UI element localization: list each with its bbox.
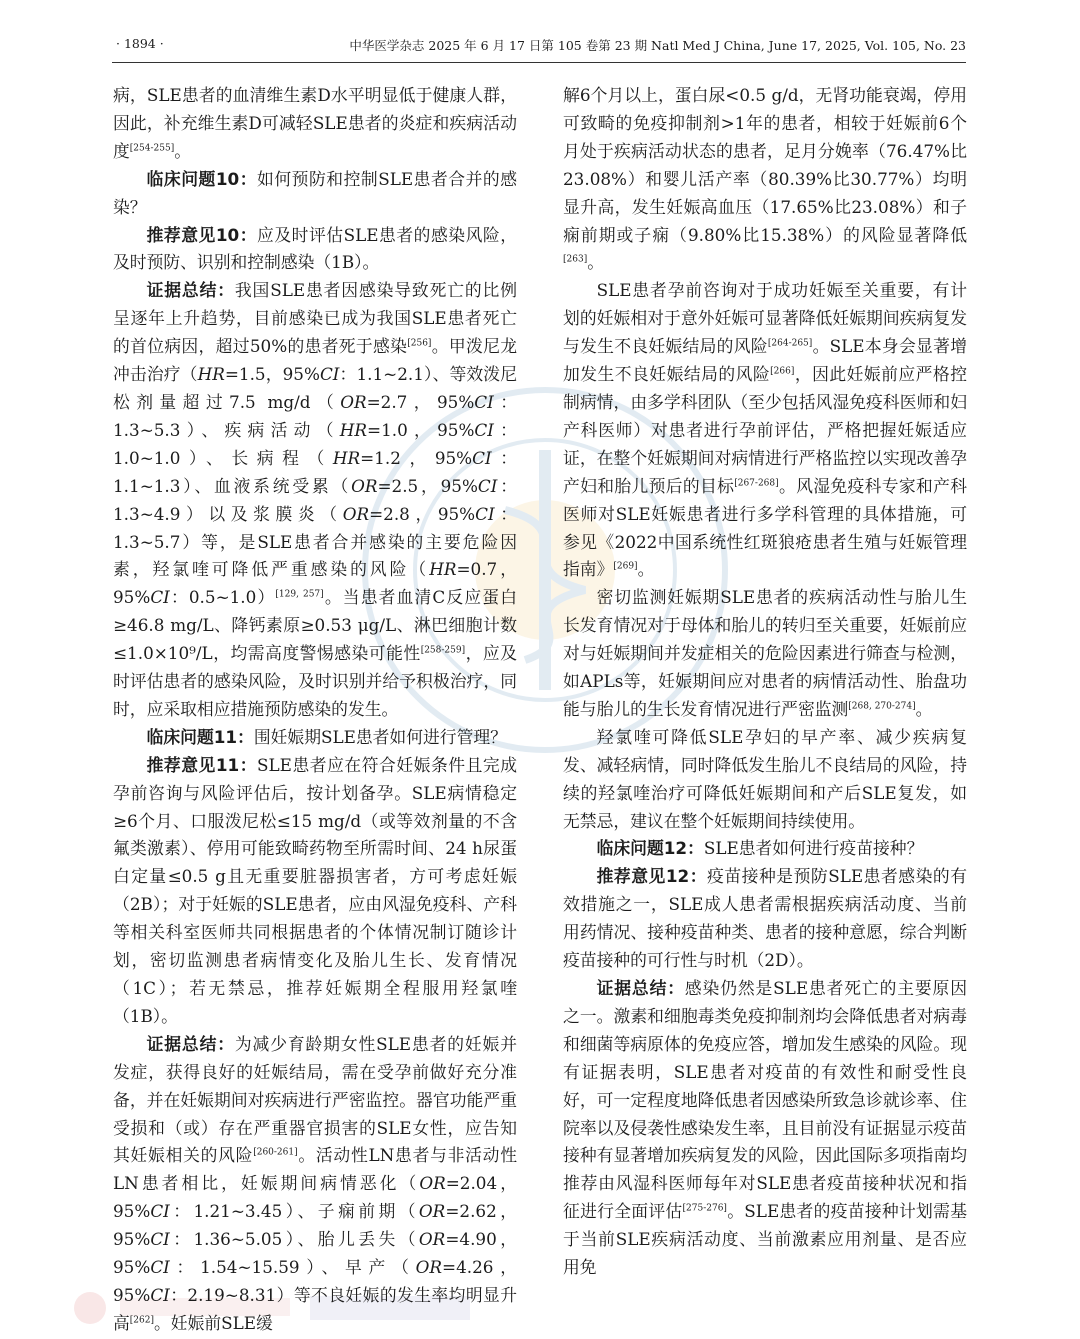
citation: [263] [563,255,588,266]
clinical-question-11: 临床问题11：围妊娠期SLE患者如何进行管理？ [146,726,507,747]
page-header [112,30,966,63]
journal-citation: 中华医学杂志 2025 年 6 月 17 日第 105 卷第 23 期 Natl Med J China, June 17, 2025, Vol. 105, No. 23 [349,38,966,53]
clinical-question-12: 临床问题12：SLE患者如何进行疫苗接种？ [596,838,924,859]
citation: [264-265] [767,338,813,349]
section-label: 证据总结： [596,978,685,998]
section-label: 推荐意见12： [596,866,708,887]
citation: [267-268] [734,478,779,489]
evidence-summary-11: 证据总结：为减少育龄期女性SLE患者的妊娠并发症，获得良好的妊娠结局，需在受孕前做好充分准备，并在妊娠期间对疾病进行严密监控。器官功能严重受损和（或）存在严重器官损害的SLE女性，应告知其妊娠相关的风险[260-261]。活动性LN患者与非活动性LN患者相比，妊娠期间病情恶化（OR=2.04，95%CI：1.21~3.45）、子痫前期（OR=2.62，95%CI：1.36~5.05）、胎儿丢失（OR=4.90，95%CI：1.54~15.59）、早产（OR=4.26，95%CI：2.19~8.31）等不良妊娠的发生率均明显升高[262]。妊娠前SLE缓 [113,1033,517,1333]
citation: [268, 270-274] [848,701,916,712]
citation: [269] [613,562,638,573]
paragraph-preconception-counseling: SLE患者孕前咨询对于成功妊娠至关重要，有计划的妊娠相对于意外妊娠可显著降低妊娠期间疾病复发与发生不良妊娠结局的风险[264-265]。SLE本身会显著增加发生不良妊娠结局的风险[266]，因此妊娠前应严格控制病情，由多学科团队（至少包括风湿免疫科医师和妇产科医师）对患者进行孕前评估，严格把握妊娠适应证，在整个妊娠期间对病情进行严格监控以实现改善孕产妇和胎儿预后的目标[267-268]。风湿免疫科专家和产科医师对SLE妊娠患者进行多学科管理的具体措施，可参见《2022中国系统性红斑狼疮患者生殖与妊娠管理指南》[269]。 [563,280,967,580]
citation: [258-259] [420,645,466,656]
right-column [563,82,967,1282]
paragraph-pregnancy-outcomes: 解6个月以上，蛋白尿<0.5 g/d，无肾功能衰竭，停用可致畸的免疫抑制剂>1年的患者，相较于妊娠前6个月处于疾病活动状态的患者，足月分娩率（76.47%比23.08%）和婴儿活产率（80.39%比30.77%）均明显升高，发生妊娠高血压（17.65%比23.08%）和子痫前期或子痫（9.80%比15.38%）的风险显著降低[263]。 [563,85,967,273]
section-label: 临床问题10： [146,168,258,189]
recommendation-10: 推荐意见10：应及时评估SLE患者的感染风险，及时预防、识别和控制感染（1B）。 [113,224,517,273]
page-number: · 1894 · [116,36,164,51]
clinical-question-10: 临床问题10：如何预防和控制SLE患者合并的感染？ [113,168,517,217]
citation: [256] [407,338,432,349]
paragraph-vitamin-d: 病，SLE患者的血清维生素D水平明显低于健康人群，因此，补充维生素D可减轻SLE患者的炎症和疾病活动度[254-255]。 [113,85,517,161]
section-label: 证据总结： [146,280,235,301]
left-column [113,82,517,1338]
section-label: 推荐意见11： [146,754,258,775]
section-label: 证据总结： [146,1033,235,1054]
recommendation-12: 推荐意见12：疫苗接种是预防SLE患者感染的有效措施之一，SLE成人患者需根据疾病活动度、当前用药情况、接种疫苗种类、患者的接种意愿，综合判断疫苗接种的可行性与时机（2D）。 [563,866,967,971]
paragraph-hydroxychloroquine: 羟氯喹可降低SLE孕妇的早产率、减少疾病复发、减轻病情，同时降低发生胎儿不良结局的风险，持续的羟氯喹治疗可降低妊娠期间和产后SLE复发，如无禁忌，建议在整个妊娠期间持续使用。 [563,726,967,831]
citation: [129, 257] [275,590,324,601]
citation: [254-255] [129,143,175,154]
section-label: 临床问题12： [596,838,704,859]
recommendation-11: 推荐意见11：SLE患者应在符合妊娠条件且完成孕前咨询与风险评估后，按计划备孕。SLE病情稳定≥6个月、口服泼尼松≤15 mg/d（或等效剂量的不含氟类激素）、停用可能致畸药物至所需时间、24 h尿蛋白定量≤0.5 g且无重要脏器损害者，方可考虑妊娠（2B）；对于妊娠的SLE患者，应由风湿免疫科、产科等相关科室医师共同根据患者的个体情况制订随诊计划，密切监测患者病情变化及胎儿生长、发育情况（1C）；若无禁忌，推荐妊娠期全程服用羟氯喹（1B）。 [113,754,517,1026]
citation: [266] [770,366,795,377]
citation: [260-261] [253,1148,298,1159]
citation: [262] [129,1315,154,1326]
evidence-summary-10: 证据总结：我国SLE患者因感染导致死亡的比例呈逐年上升趋势，目前感染已成为我国SLE患者死亡的首位病因，超过50%的患者死于感染[256]。甲泼尼龙冲击治疗（HR=1.5，95%CI：1.1~2.1）、等效泼尼松剂量超过7.5 mg/d（OR=2.7，95%CI：1.3~5.3）、疾病活动（HR=1.0，95%CI：1.0~1.0）、长病程（HR=1.2，95%CI：1.1~1.3）、血液系统受累（OR=2.5，95%CI：1.3~4.9）以及浆膜炎（OR=2.8，95%CI：1.3~5.7）等，是SLE患者合并感染的主要危险因素，羟氯喹可降低严重感染的风险（HR=0.7，95%CI：0.5~1.0）[129, 257]。当患者血清C反应蛋白≥46.8 mg/L、降钙素原≥0.53 μg/L、淋巴细胞计数≤1.0×10⁹/L，均需高度警惕感染可能性[258-259]，应及时评估患者的感染风险，及时识别并给予积极治疗，同时，应采取相应措施预防感染的发生。 [113,280,518,719]
section-label: 推荐意见10： [146,224,258,245]
citation: [275-276] [682,1203,727,1214]
section-label: 临床问题11： [146,726,254,747]
paragraph-monitoring: 密切监测妊娠期SLE患者的疾病活动性与胎儿生长发育情况对于母体和胎儿的转归至关重要，妊娠前应对与妊娠期间并发症相关的危险因素进行筛查与检测，如APLs等，妊娠期间应对患者的病情活动性、胎盘功能与胎儿的生长发育情况进行严密监测[268, 270-274]。 [563,587,967,719]
evidence-summary-12: 证据总结：感染仍然是SLE患者死亡的主要原因之一。激素和细胞毒类免疫抑制剂均会降低患者对病毒和细菌等病原体的免疫应答，增加发生感染的风险。现有证据表明，SLE患者对疫苗的有效性和耐受性良好，可一定程度地降低患者因感染所致急诊就诊率、住院率以及侵袭性感染发生率，且目前没有证据显示疫苗接种有显著增加疾病复发的风险，因此国际多项指南均推荐由风湿科医师每年对SLE患者疫苗接种状况和指征进行全面评估[275-276]。SLE患者的疫苗接种计划需基于当前SLE疾病活动度、当前激素应用剂量、是否应用免 [563,978,967,1278]
